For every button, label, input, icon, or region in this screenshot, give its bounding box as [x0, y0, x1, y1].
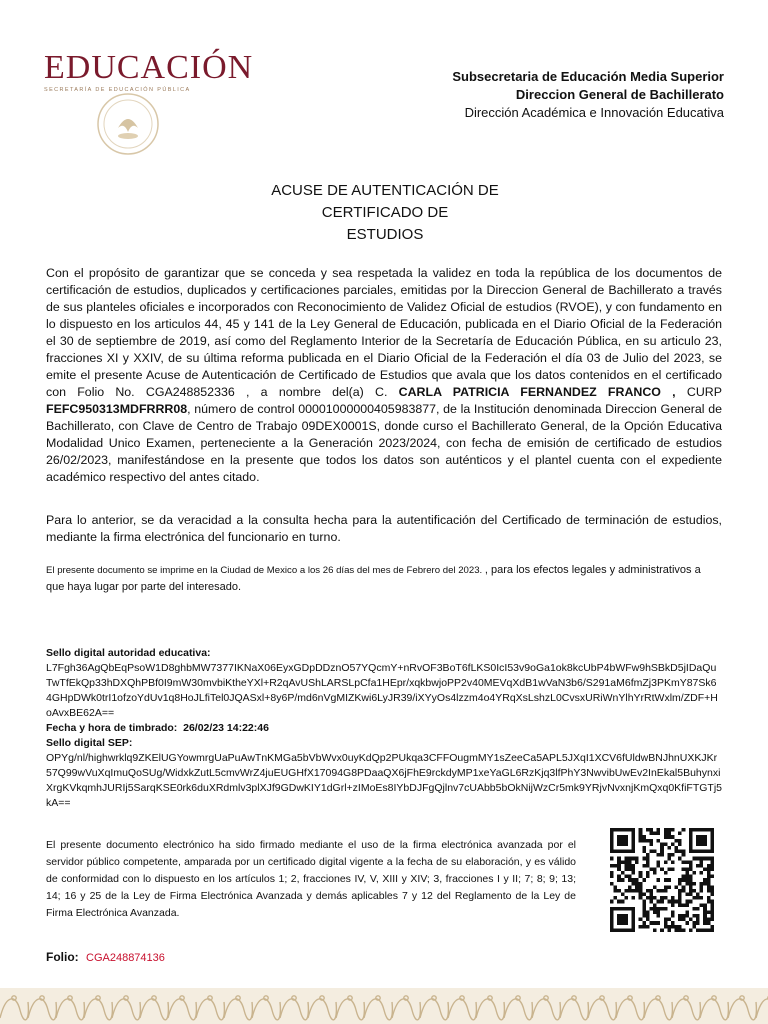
title-line-1: ACUSE DE AUTENTICACIÓN DE CERTIFICADO DE — [271, 182, 499, 221]
timestamp-value: 26/02/23 14:22:46 — [183, 722, 269, 734]
document-title — [220, 180, 550, 246]
logo-wordmark: EDUCACIÓN — [44, 49, 254, 86]
header-line-3: Dirección Académica e Innovación Educativa — [464, 105, 724, 120]
digital-seals — [46, 646, 722, 811]
authority-seal-value: L7Fgh36AgQbEqPsoW1D8ghbMW7377IKNaX06EyxGDpDDznO57YQcmY+nRvOF3BoT6fLKS0IcI53v9oGa1ok8kcUbP4bWFw9hSBkD5jIDaQuTwTfEkQp33hDXQhPBf0I9mW30mvbiKtheYXl+R2qAvUShLARSLpCfa1HEpr/xqkbwjoPP2v40MEVqXdB1wVaN3b6/S291aM6fmZj3PKmY87Sk64GHpDWk0trI1ofzoYdUv1q8HoJLfiTel0JQASxl+8y6P/md6nVgMIZKwi6LyJR39/iXYyOs4lzzm4o4YRqXsLshzL0CvsxURiWnYlhYrRtWxlm/ZDF+HoAvxBE62A== — [46, 662, 718, 719]
note-text: El presente documento se imprime en la Ciudad de Mexico a los 26 días del mes de Febrero del 2023. — [46, 565, 485, 576]
sep-logo — [44, 49, 254, 93]
paragraph-text: , número de control 00001000000405983877, de la Institución denominada Direccion General de Bachillerato, con Clave de Centro de Trabajo 09DEX0001S, donde curso el Bachillerato General, de la Opción Educativa Modalidad Unico Examen, perteneciente a la Generación 2023/2024, con fecha de emisión de certificado de estudios 26/02/2023, manifestándose en la presente que todos los datos son auténticos y el plantel cuenta con el expediente académico respectivo del antes citado. — [46, 402, 722, 484]
title-line-2: ESTUDIOS — [346, 226, 424, 243]
body-paragraph-veracity: Para lo anterior, se da veracidad a la consulta hecha para la autentificación del Certificado de terminación de estudios, mediante la firma electrónica del funcionario en turno. — [46, 513, 722, 544]
sep-seal-value: OPYg/nl/highwrklq9ZKElUGYowmrgUaPuAwTnKMGa5bVbWvx0uyKdQp2PUkqa3CFFOugmMY1sZeeCa5APL5JXqI1XCV6fUldwBNJhnUXKJKr57Q99wVuXqImuQoSUg/WidxkZutL5cmvWrZ4juEUGHfX17094G8PDaaQX6jFhE9rckdyMP1xeYaGL6RzKjq3lfPhY3NwvibUwEv2InEkal5BuhynxiXrgKVkqmhJURIj5SarqKSE0rk6duXRdmlv3plXJf9GDwKIY1dGrl+zIMoEs8IYbDJFgQjlnv7cUAbb5bOkNijWzCr5mk9YRjvNvxnjKmQxq0KfiFTGTj5kA== — [46, 752, 722, 809]
national-seal-icon — [96, 92, 160, 156]
decorative-footer-border — [0, 988, 768, 1024]
header-line-2: Direccion General de Bachillerato — [515, 87, 724, 102]
timestamp-label: Fecha y hora de timbrado: — [46, 722, 178, 734]
note-text: , para los efectos legales y administrativos a que haya lugar por parte del interesado. — [46, 564, 701, 593]
authority-seal-label: Sello digital autoridad educativa: — [46, 647, 211, 659]
paragraph-text: CURP — [675, 385, 722, 399]
folio-label: Folio: — [46, 950, 79, 964]
issuing-office-header — [452, 68, 724, 122]
student-curp: FEFC950313MDFRRR08 — [46, 402, 188, 416]
electronic-signature-statement: El presente documento electrónico ha sido firmado mediante el uso de la firma electrónica avanzada por el servidor público competente, amparada por un certificado digital vigente a la fecha de su elaboración, y es válido de conformidad con lo dispuesto en los artículos 1; 2, fracciones IV, V, XIII y XIV; 3, fracciones I y II; 7; 8; 9; 13; 14; 16 y 25 de la Ley de Firma Electrónica Avanzada y demás aplicables 7 y 12 del Reglamento de la Ley de Firma Electrónica Avanzada. — [46, 839, 576, 919]
sep-seal-label: Sello digital SEP: — [46, 737, 133, 749]
header-line-1: Subsecretaria de Educación Media Superior — [452, 69, 724, 84]
print-location-note — [46, 562, 722, 596]
paragraph-text: Con el propósito de garantizar que se conceda y sea respetada la validez en toda la república de los documentos de certificación de estudios, duplicados y certificaciones parciales, emitidas por la Direccion General de Bachillerato a través de sus planteles oficiales e incorporados con Reconocimiento de Validez Oficial de estudios (RVOE), y con fundamento en lo dispuesto en los articulos 44, 45 y 141 de la Ley General de Educación, publicada en el Diario Oficial de la Federación el 30 de septiembre de 2019, así como del Reglamento Interior de la Secretaría de Educación Pública, en su articulo 23, fracciones XI y XXIV, de su última reforma publicada en el Diario Oficial de la Federación el día 03 de Julio del 2023, se emite el presente Acuse de Autenticación de Certificado de Estudios que avala que los datos contenidos en el certificado con Folio No. CGA248852336 , a nombre del(a) C. — [46, 266, 722, 399]
folio-value: CGA248874136 — [86, 952, 165, 964]
body-paragraph-main — [46, 265, 722, 486]
qr-code — [610, 828, 714, 932]
logo-subtitle: SECRETARÍA DE EDUCACIÓN PÚBLICA — [44, 87, 191, 93]
student-name: CARLA PATRICIA FERNANDEZ FRANCO , — [398, 385, 676, 399]
folio — [46, 950, 165, 964]
